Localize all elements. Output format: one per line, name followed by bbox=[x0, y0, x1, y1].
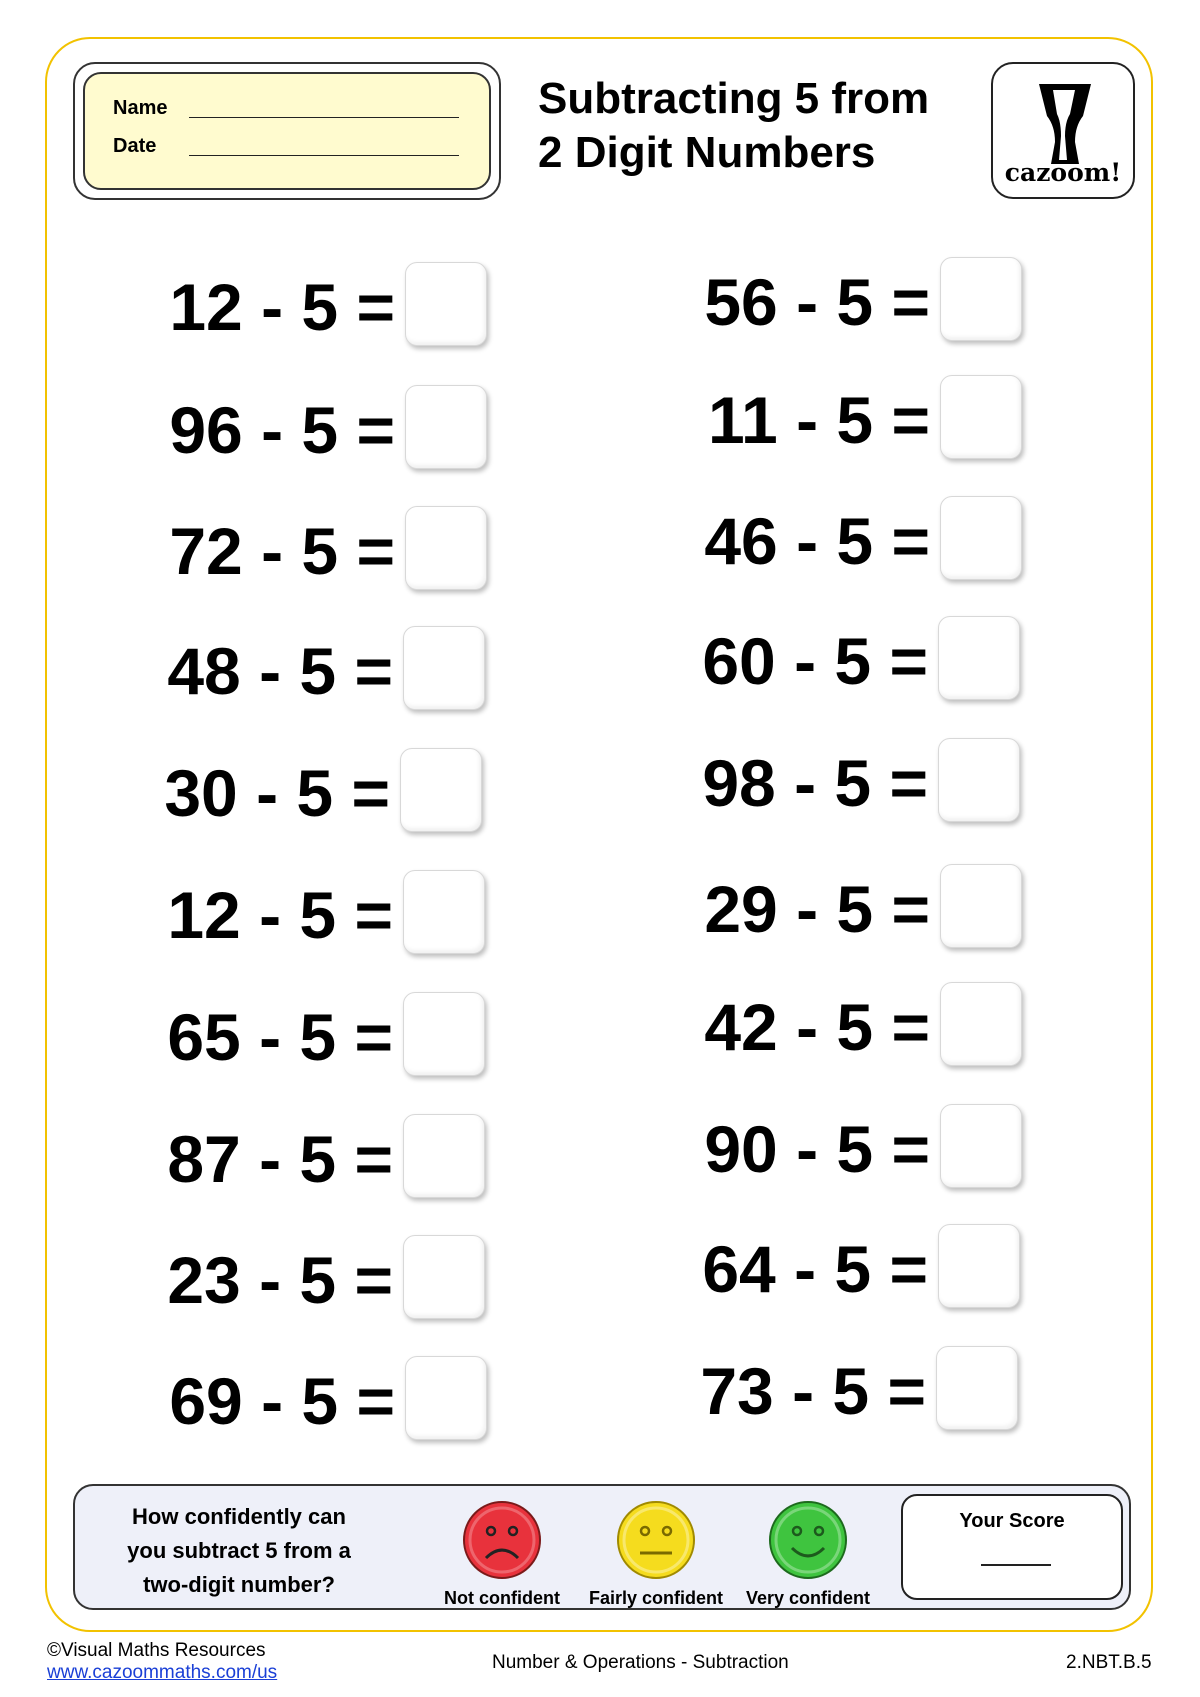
topic-text: Number & Operations - Subtraction bbox=[492, 1652, 789, 1673]
answer-box[interactable] bbox=[403, 992, 485, 1076]
answer-box[interactable] bbox=[940, 496, 1022, 580]
problem-expression: 48 - 5 = bbox=[167, 634, 393, 708]
problem-row bbox=[688, 738, 1048, 828]
question-line-2: you subtract 5 from a bbox=[127, 1538, 351, 1563]
problem-expression: 46 - 5 = bbox=[704, 504, 930, 578]
answer-box[interactable] bbox=[405, 506, 487, 590]
answer-box[interactable] bbox=[405, 1356, 487, 1440]
problem-expression: 12 - 5 = bbox=[167, 878, 393, 952]
problem-expression: 69 - 5 = bbox=[169, 1364, 395, 1438]
problem-row bbox=[690, 375, 1050, 465]
problem-row bbox=[155, 385, 515, 475]
problem-row bbox=[153, 1114, 513, 1204]
standard-code: 2.NBT.B.5 bbox=[1066, 1652, 1152, 1673]
very-confident-option[interactable] bbox=[733, 1498, 883, 1609]
name-line[interactable] bbox=[189, 117, 459, 118]
problem-row bbox=[153, 870, 513, 960]
option-label: Very confident bbox=[745, 1588, 871, 1608]
problem-expression: 42 - 5 = bbox=[704, 990, 930, 1064]
problem-row bbox=[690, 982, 1050, 1072]
problem-expression: 87 - 5 = bbox=[167, 1122, 393, 1196]
date-label: Date bbox=[113, 135, 157, 157]
confidence-panel bbox=[73, 1484, 1131, 1610]
problem-expression: 96 - 5 = bbox=[169, 393, 395, 467]
score-box[interactable] bbox=[901, 1494, 1123, 1600]
question-line-1: How confidently can bbox=[132, 1504, 346, 1529]
answer-box[interactable] bbox=[405, 262, 487, 346]
option-label: Not confident bbox=[444, 1588, 560, 1608]
problem-expression: 30 - 5 = bbox=[164, 756, 390, 830]
problem-row bbox=[690, 257, 1050, 347]
problem-row bbox=[690, 496, 1050, 586]
problem-expression: 11 - 5 = bbox=[707, 383, 930, 457]
problem-row bbox=[688, 1224, 1048, 1314]
logo-text: cazoom! bbox=[1004, 158, 1122, 187]
footer-left bbox=[47, 1640, 277, 1684]
website-link[interactable]: www.cazoommaths.com/us bbox=[47, 1662, 278, 1683]
answer-box[interactable] bbox=[938, 1224, 1020, 1308]
question-line-3: two-digit number? bbox=[143, 1572, 335, 1597]
problem-expression: 73 - 5 = bbox=[700, 1354, 926, 1428]
answer-box[interactable] bbox=[940, 1104, 1022, 1188]
problem-row bbox=[153, 992, 513, 1082]
neutral-face-icon bbox=[614, 1498, 698, 1582]
answer-box[interactable] bbox=[940, 864, 1022, 948]
answer-box[interactable] bbox=[403, 1235, 485, 1319]
confidence-question bbox=[113, 1500, 365, 1602]
not-confident-option[interactable] bbox=[427, 1498, 577, 1609]
title-line-1: Subtracting 5 from bbox=[538, 74, 930, 123]
title-line-2: 2 Digit Numbers bbox=[538, 128, 876, 177]
problem-expression: 65 - 5 = bbox=[167, 1000, 393, 1074]
option-label: Fairly confident bbox=[588, 1588, 723, 1608]
answer-box[interactable] bbox=[940, 982, 1022, 1066]
name-label: Name bbox=[113, 97, 168, 119]
problem-expression: 90 - 5 = bbox=[704, 1112, 930, 1186]
problem-expression: 60 - 5 = bbox=[702, 624, 928, 698]
problem-row bbox=[153, 1235, 513, 1325]
problem-row bbox=[155, 506, 515, 596]
score-label: Your Score bbox=[959, 1510, 1065, 1532]
problem-expression: 98 - 5 = bbox=[702, 746, 928, 820]
fairly-confident-option[interactable] bbox=[581, 1498, 731, 1609]
date-line[interactable] bbox=[189, 155, 459, 156]
problem-row bbox=[150, 748, 510, 838]
answer-box[interactable] bbox=[403, 626, 485, 710]
worksheet-title bbox=[538, 72, 978, 180]
problem-expression: 72 - 5 = bbox=[169, 514, 395, 588]
cazoom-logo bbox=[991, 62, 1135, 199]
sad-face-icon bbox=[460, 1498, 544, 1582]
answer-box[interactable] bbox=[938, 616, 1020, 700]
happy-face-icon bbox=[766, 1498, 850, 1582]
date-field[interactable] bbox=[113, 130, 459, 160]
problem-expression: 29 - 5 = bbox=[704, 872, 930, 946]
name-date-box bbox=[73, 62, 501, 200]
answer-box[interactable] bbox=[400, 748, 482, 832]
answer-box[interactable] bbox=[938, 738, 1020, 822]
answer-box[interactable] bbox=[403, 1114, 485, 1198]
copyright-text: ©Visual Maths Resources bbox=[47, 1640, 266, 1661]
problem-expression: 12 - 5 = bbox=[169, 270, 395, 344]
problem-row bbox=[690, 1104, 1050, 1194]
answer-box[interactable] bbox=[940, 375, 1022, 459]
answer-box[interactable] bbox=[403, 870, 485, 954]
problem-expression: 64 - 5 = bbox=[702, 1232, 928, 1306]
name-field[interactable] bbox=[113, 92, 459, 122]
problem-row bbox=[686, 1346, 1046, 1436]
problem-row bbox=[153, 626, 513, 716]
answer-box[interactable] bbox=[405, 385, 487, 469]
score-line bbox=[981, 1564, 1051, 1566]
problem-row bbox=[155, 262, 515, 352]
problem-row bbox=[688, 616, 1048, 706]
answer-box[interactable] bbox=[940, 257, 1022, 341]
problem-expression: 23 - 5 = bbox=[167, 1243, 393, 1317]
problem-row bbox=[155, 1356, 515, 1446]
problem-row bbox=[690, 864, 1050, 954]
answer-box[interactable] bbox=[936, 1346, 1018, 1430]
problem-expression: 56 - 5 = bbox=[704, 265, 930, 339]
